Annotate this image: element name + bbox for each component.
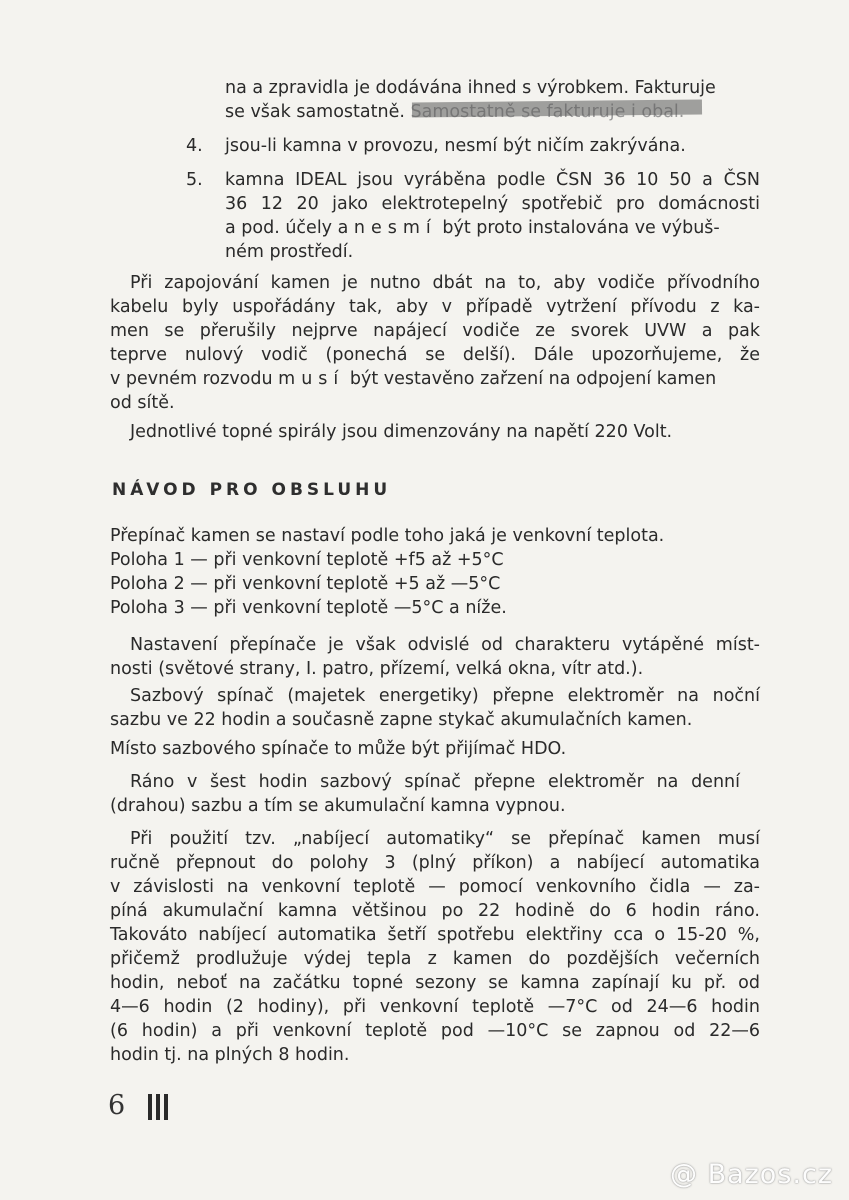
paragraph-tariff-line-1: Sazbový spínač (majetek energetiky) přepne elektroměr na noční (130, 686, 760, 706)
emphasized-word: musí (278, 369, 345, 389)
watermark-logo: @ Bazos.cz (669, 1159, 833, 1190)
paragraph-connection-line-4: teprve nulový vodič (ponechá se delší). Dále upozorňujeme, že (110, 345, 760, 365)
paragraph-automatics-line-2: ručně přepnout do polohy 3 (plný příkon) a nabíjecí automatika (110, 853, 760, 873)
paragraph-tariff-line-2: sazbu ve 22 hodin a současně zapne stykač akumulačních kamen. (110, 710, 693, 730)
setting-position-1: Poloha 1 — při venkovní teplotě +f5 až +5°C (110, 550, 504, 570)
list-item-5-line-2: 36 12 20 jako elektrotepelný spotřebič pro domácnosti (225, 194, 760, 214)
paragraph-automatics-line-9: (6 hodin) a při venkovní teplotě pod —10°C se zapnou od 22—6 (110, 1021, 760, 1041)
page-marker-bars (148, 1094, 168, 1120)
paragraph-text: být vestavěno zařzení na odpojení kamen (349, 369, 717, 389)
list-item-5-text: být proto instalována ve výbuš- (442, 218, 720, 238)
list-item-5-text: a pod. účely a (225, 218, 349, 238)
paragraph-automatics-line-5: Takováto nabíjecí automatika šetří spotřebu elektřiny cca o 15-20 %, (110, 925, 760, 945)
strikethrough-mark (412, 99, 702, 117)
paragraph-connection-line-5 (110, 367, 716, 391)
paragraph-connection-line-3: men se přerušily nejprve napájecí vodiče ze svorek UVW a pak (110, 321, 760, 341)
paragraph-connection-line-2: kabelu byly uspořádány tak, aby v případě vytržení přívodu z ka- (110, 297, 760, 317)
page-number: 6 (108, 1090, 126, 1121)
list-item-5-number: 5. (186, 170, 203, 190)
list-item-5-line-4: ném prostředí. (225, 242, 354, 262)
emphasized-word: nesmí (353, 218, 437, 238)
setting-position-3: Poloha 3 — při venkovní teplotě —5°C a níže. (110, 598, 507, 618)
list-continuation-text: se však samostatně. (225, 102, 405, 122)
paragraph-automatics-line-8: 4—6 hodin (2 hodiny), při venkovní teplotě —7°C od 24—6 hodin (110, 997, 760, 1017)
list-item-4-number: 4. (186, 136, 203, 156)
setting-position-2: Poloha 2 — při venkovní teplotě +5 až —5°C (110, 574, 501, 594)
list-item-4-text: jsou-li kamna v provozu, nesmí být ničím zakrývána. (225, 136, 686, 156)
paragraph-automatics-line-1: Při použití tzv. „nabíjecí automatiky“ se přepínač kamen musí (130, 829, 760, 849)
paragraph-automatics-line-4: píná akumulační kamna většinou po 22 hodině do 6 hodin ráno. (110, 901, 760, 921)
list-continuation-line-1: na a zpravidla je dodávána ihned s výrobkem. Fakturuje (225, 78, 716, 98)
paragraph-automatics-line-7: hodin, neboť na začátku topné sezony se kamna zapínají ku př. od (110, 973, 760, 993)
paragraph-adjust-line-1: Nastavení přepínače je však odvislé od charakteru vytápěné míst- (130, 635, 760, 655)
paragraph-hdo: Místo sazbového spínače to může být přijímač HDO. (110, 739, 567, 759)
paragraph-automatics-line-3: v závislosti na venkovní teplotě — pomocí venkovního čidla — za- (110, 877, 760, 897)
paragraph-text: v pevném rozvodu (110, 369, 273, 389)
section-heading: NÁVOD PRO OBSLUHU (112, 480, 392, 500)
paragraph-connection-line-1: Při zapojování kamen je nutno dbát na to, aby vodiče přívodního (130, 273, 760, 293)
paragraph-automatics-line-6: přičemž prodlužuje výdej tepla z kamen do pozdějších večerních (110, 949, 760, 969)
settings-intro: Přepínač kamen se nastaví podle toho jaká je venkovní teplota. (110, 526, 665, 546)
paragraph-spirals: Jednotlivé topné spirály jsou dimenzovány na napětí 220 Volt. (130, 422, 673, 442)
paragraph-automatics-line-10: hodin tj. na plných 8 hodin. (110, 1045, 350, 1065)
paragraph-connection-line-6: od sítě. (110, 393, 175, 413)
paragraph-adjust-line-2: nosti (světové strany, I. patro, přízemí, velká okna, vítr atd.). (110, 659, 644, 679)
paragraph-morning-line-2: (drahou) sazbu a tím se akumulační kamna vypnou. (110, 796, 566, 816)
paragraph-morning-line-1: Ráno v šest hodin sazbový spínač přepne elektroměr na denní (130, 772, 740, 792)
list-item-5-line-1: kamna IDEAL jsou vyráběna podle ČSN 36 10 50 a ČSN (225, 170, 760, 190)
list-item-5-line-3 (225, 216, 720, 240)
